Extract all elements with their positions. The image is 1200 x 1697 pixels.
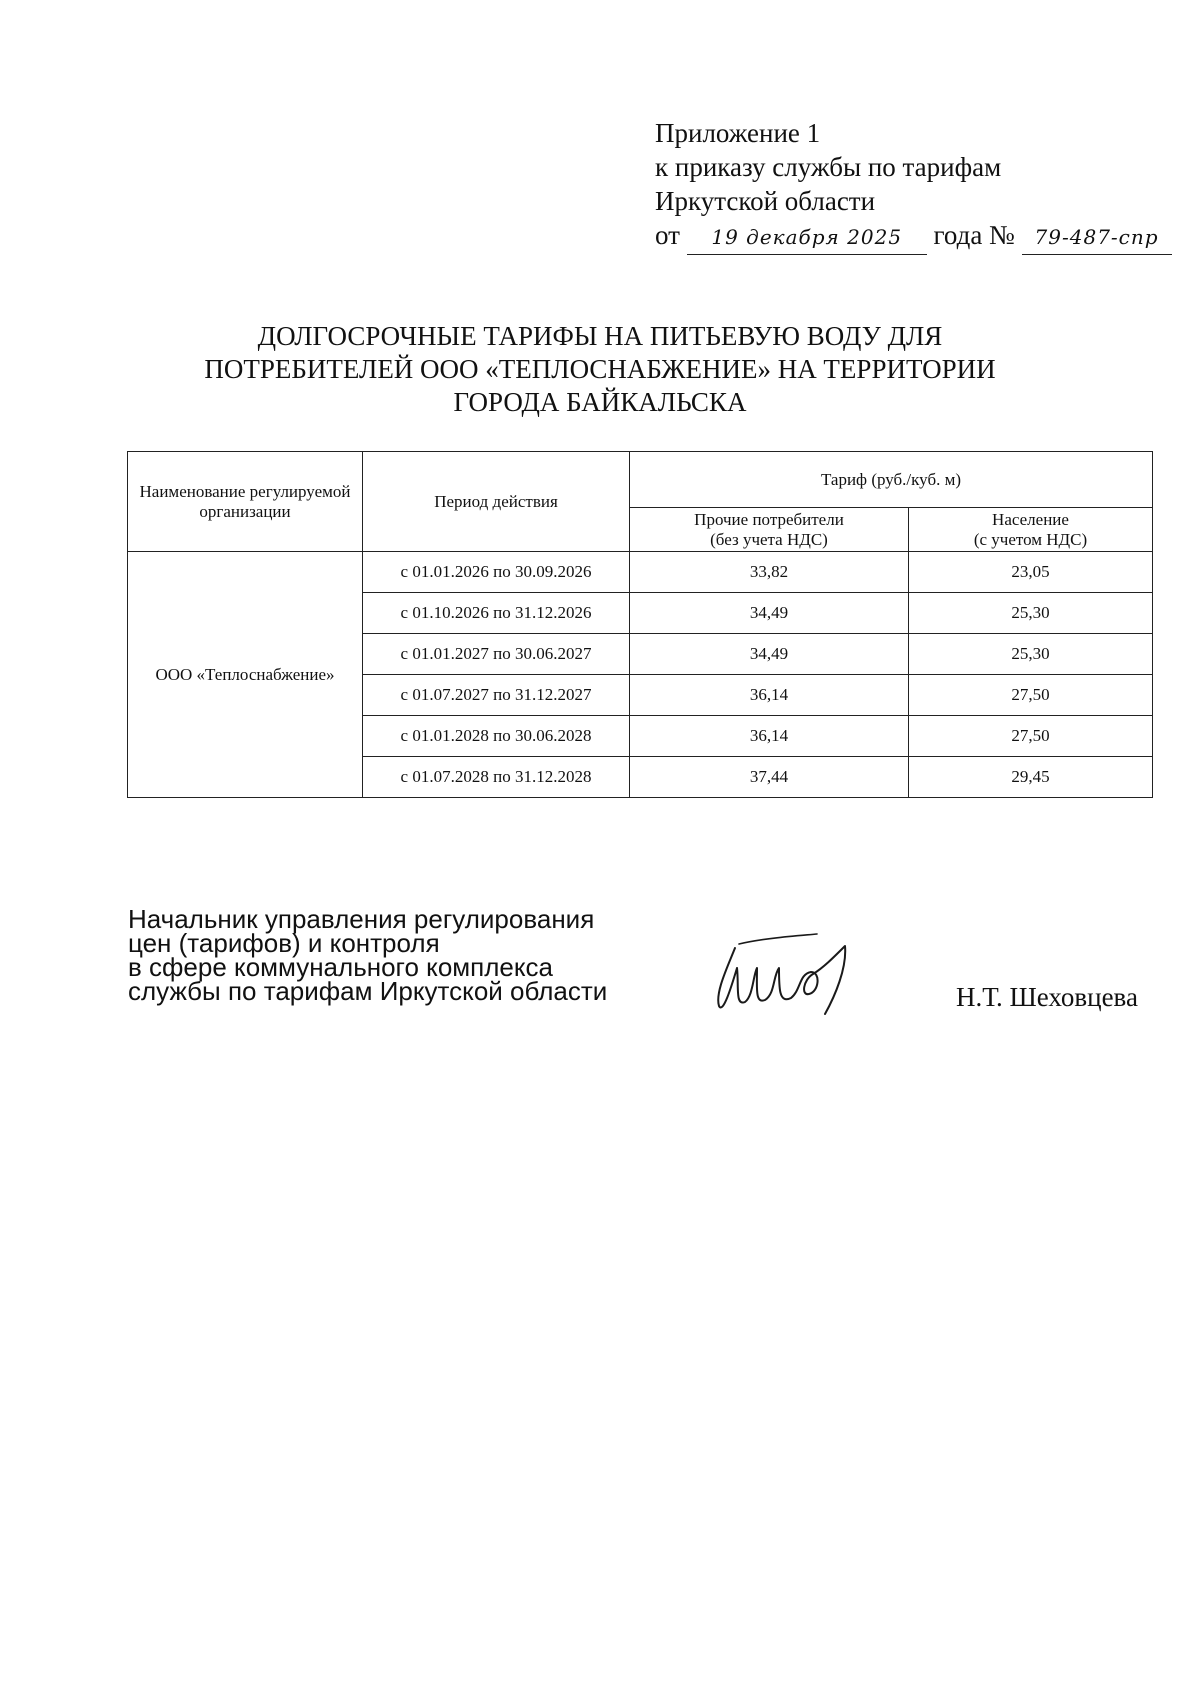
period-cell: с 01.01.2027 по 30.06.2027 xyxy=(363,634,630,675)
period-cell: с 01.01.2028 по 30.06.2028 xyxy=(363,716,630,757)
header-population-line-2: (с учетом НДС) xyxy=(973,529,1088,549)
organization-cell: ООО «Теплоснабжение» xyxy=(128,552,363,798)
population-tariff-cell: 27,50 xyxy=(909,716,1153,757)
population-tariff-cell: 25,30 xyxy=(909,634,1153,675)
header-row-1 xyxy=(128,452,1153,508)
handwritten-number: 79-487-спр xyxy=(1034,225,1159,249)
table-row xyxy=(128,552,1153,593)
period-cell: с 01.01.2026 по 30.09.2026 xyxy=(363,552,630,593)
population-tariff-cell: 25,30 xyxy=(909,593,1153,634)
number-field xyxy=(1022,218,1172,255)
position-line-3: в сфере коммунального комплекса xyxy=(128,952,553,982)
date-prefix: от xyxy=(655,220,680,250)
position-line-4: службы по тарифам Иркутской области xyxy=(128,976,608,1006)
header-others-line-2: (без учета НДС) xyxy=(710,529,828,549)
population-tariff-cell: 23,05 xyxy=(909,552,1153,593)
header-others xyxy=(630,508,909,552)
signer-name: Н.Т. Шеховцева xyxy=(956,982,1138,1012)
others-tariff-cell: 34,49 xyxy=(630,593,909,634)
population-tariff-cell: 27,50 xyxy=(909,675,1153,716)
others-tariff-cell: 36,14 xyxy=(630,675,909,716)
position-line-1: Начальник управления регулирования xyxy=(128,904,595,934)
header-organization: Наименование регулируемой организации xyxy=(128,452,363,552)
title-line-2: ПОТРЕБИТЕЛЕЙ ООО «ТЕПЛОСНАБЖЕНИЕ» НА ТЕРРИТОРИИ xyxy=(204,354,996,384)
position-line-2: цен (тарифов) и контроля xyxy=(128,928,440,958)
appendix-line-3: Иркутской области xyxy=(655,186,876,216)
year-number-label: года № xyxy=(933,220,1015,250)
others-tariff-cell: 34,49 xyxy=(630,634,909,675)
tariff-table xyxy=(127,451,1153,798)
header-tariff: Тариф (руб./куб. м) xyxy=(630,452,1153,508)
header-period: Период действия xyxy=(363,452,630,552)
period-cell: с 01.07.2027 по 31.12.2027 xyxy=(363,675,630,716)
population-tariff-cell: 29,45 xyxy=(909,757,1153,798)
signatory-position xyxy=(128,904,608,1006)
others-tariff-cell: 37,44 xyxy=(630,757,909,798)
appendix-header xyxy=(655,116,1172,255)
date-field xyxy=(687,218,927,255)
title-line-1: ДОЛГОСРОЧНЫЕ ТАРИФЫ НА ПИТЬЕВУЮ ВОДУ ДЛЯ xyxy=(257,321,943,351)
title-line-3: ГОРОДА БАЙКАЛЬСКА xyxy=(453,387,747,417)
appendix-date-line xyxy=(655,218,1172,255)
appendix-line-1: Приложение 1 xyxy=(655,118,821,148)
header-population xyxy=(909,508,1153,552)
header-others-line-1: Прочие потребители xyxy=(694,509,844,529)
handwritten-date: 19 декабря 2025 xyxy=(711,225,903,249)
others-tariff-cell: 36,14 xyxy=(630,716,909,757)
others-tariff-cell: 33,82 xyxy=(630,552,909,593)
appendix-line-2: к приказу службы по тарифам xyxy=(655,152,1002,182)
period-cell: с 01.10.2026 по 31.12.2026 xyxy=(363,593,630,634)
document-title xyxy=(0,320,1200,419)
handwritten-signature xyxy=(705,928,895,1018)
period-cell: с 01.07.2028 по 31.12.2028 xyxy=(363,757,630,798)
header-population-line-1: Население xyxy=(992,509,1069,529)
